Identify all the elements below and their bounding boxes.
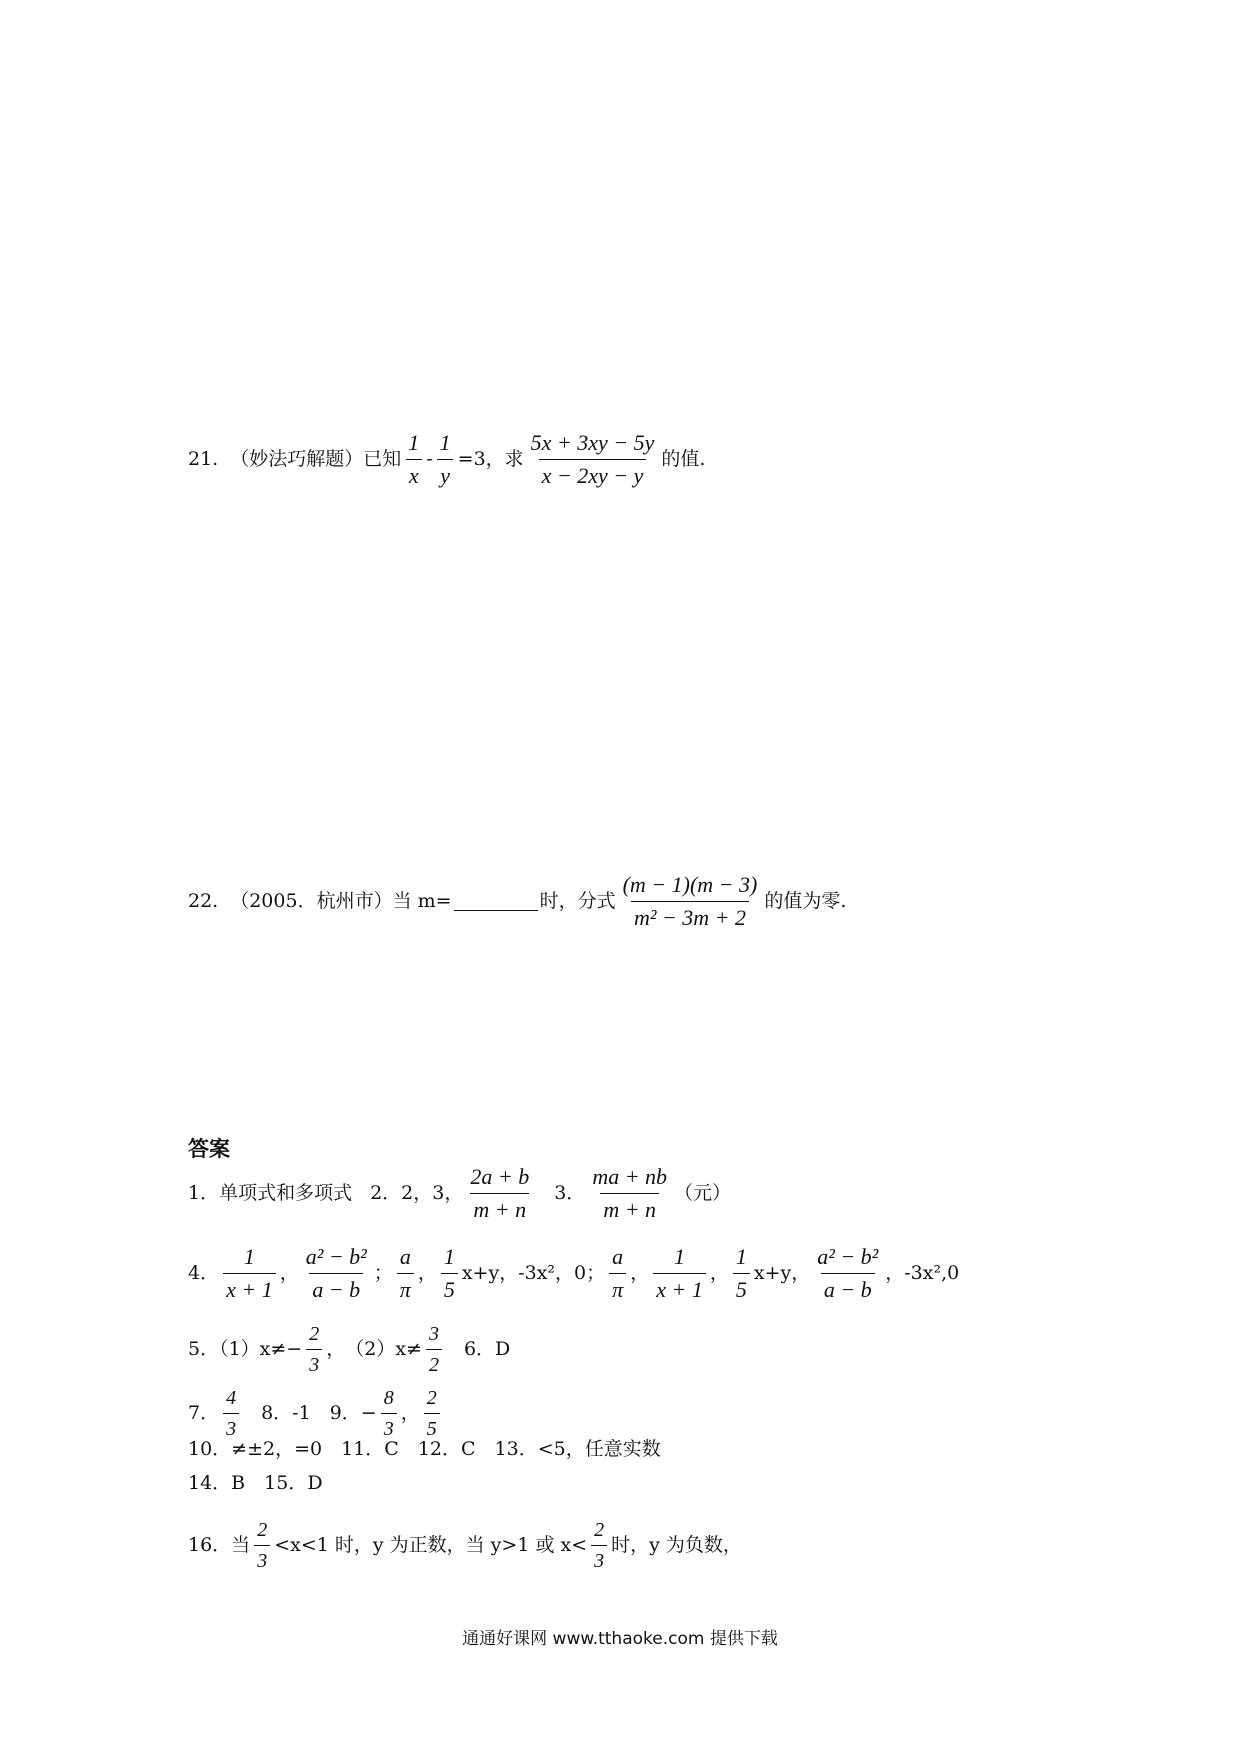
q21-equals: =3，求 <box>457 448 524 470</box>
a7-text2: 8．-1 9．− <box>261 1402 377 1424</box>
answer-7-9 <box>188 1388 444 1439</box>
a4-f7-num: 1 <box>735 1244 747 1269</box>
a4-f6-den: x + 1 <box>653 1273 706 1301</box>
a1-text2: 2．2，3， <box>370 1182 464 1204</box>
a7-f3-num: 2 <box>426 1387 437 1409</box>
a4-sep2: ； <box>373 1262 393 1284</box>
q21-tail: 的值. <box>661 448 706 470</box>
a4-f4-den: 5 <box>441 1273 458 1301</box>
a16-text1: 16．当 <box>188 1534 251 1556</box>
q21-fraction-1 <box>405 432 422 487</box>
a16-text2: <x<1 时，y 为正数，当 y>1 或 x< <box>274 1534 588 1556</box>
a5-fraction-2 <box>426 1324 442 1375</box>
a1-text3: 3． <box>554 1182 586 1204</box>
a5-f1-num: 2 <box>309 1323 320 1345</box>
a4-sep4: ， <box>630 1262 650 1284</box>
a4-f1-den: x + 1 <box>223 1273 276 1301</box>
q21-f1-den: x <box>406 459 422 487</box>
a4-f3-den: π <box>397 1273 414 1301</box>
a4-label: 4． <box>188 1262 220 1284</box>
a4-sep3: ， <box>417 1262 437 1284</box>
q22-fraction <box>620 874 761 929</box>
a4-f4-num: 1 <box>443 1244 455 1269</box>
a1-f1-den: m + n <box>470 1193 529 1221</box>
q21-f2-num: 1 <box>439 430 451 455</box>
question-21 <box>188 432 705 487</box>
a5-text3: 6．D <box>463 1338 511 1360</box>
a7-f1-den: 3 <box>223 1413 239 1439</box>
q22-answer-blank <box>454 892 538 911</box>
a16-f1-den: 3 <box>254 1545 270 1571</box>
answer-16 <box>188 1520 742 1571</box>
a4-f2-num: a² − b² <box>305 1244 367 1269</box>
a1-text4: （元） <box>674 1182 732 1204</box>
a5-text1: 5．（1）x≠− <box>188 1338 303 1360</box>
answer-14-15 <box>188 1474 323 1493</box>
q21-minus: - <box>426 448 433 470</box>
a7-f2-den: 3 <box>381 1413 397 1439</box>
a16-f2-den: 3 <box>591 1545 607 1571</box>
a4-f8-den: a − b <box>821 1273 875 1301</box>
a4-mid: x+y，-3x²，0； <box>461 1262 606 1284</box>
a4-sep1: ， <box>279 1262 299 1284</box>
a4-f2-den: a − b <box>309 1273 363 1301</box>
a4-f5-den: π <box>609 1273 626 1301</box>
a4-fraction-5 <box>609 1246 626 1301</box>
a5-f2-den: 2 <box>426 1349 442 1375</box>
q21-number: 21. <box>188 448 219 470</box>
q22-mid: 时，分式 <box>539 890 616 912</box>
q22-f-num: (m − 1)(m − 3) <box>622 872 758 897</box>
q22-tail: 的值为零. <box>764 890 847 912</box>
a4-f3-num: a <box>399 1244 411 1269</box>
a7-fraction-2 <box>381 1388 397 1439</box>
answer-4 <box>188 1246 959 1301</box>
a4-f1-num: 1 <box>243 1244 255 1269</box>
a4-f6-num: 1 <box>674 1244 686 1269</box>
q21-f2-den: y <box>437 459 453 487</box>
a16-fraction-1 <box>254 1520 270 1571</box>
a4-f5-num: a <box>612 1244 624 1269</box>
a1-text1: 1．单项式和多项式 <box>188 1182 353 1204</box>
a5-f2-num: 3 <box>428 1323 439 1345</box>
a7-f1-num: 4 <box>226 1387 237 1409</box>
a4-tail: ，-3x²,0 <box>885 1262 960 1284</box>
q21-fraction-2 <box>437 432 454 487</box>
q21-fraction-3 <box>528 432 658 487</box>
answer-5-6 <box>188 1324 510 1375</box>
q21-source: （妙法巧解题）已知 <box>230 448 402 470</box>
a16-text3: 时，y 为负数， <box>611 1534 742 1556</box>
q22-number: 22. <box>188 890 219 912</box>
a4-fraction-7 <box>733 1246 750 1301</box>
a1-f2-den: m + n <box>600 1193 659 1221</box>
a4-sep5: ， <box>709 1262 729 1284</box>
a10-text: 10．≠±2，=0 11．C 12．C 13．<5，任意实数 <box>188 1438 661 1460</box>
a7-fraction-3 <box>424 1388 440 1439</box>
a1-f1-num: 2a + b <box>470 1164 530 1189</box>
q22-f-den: m² − 3m + 2 <box>631 901 749 929</box>
a4-fraction-8 <box>814 1246 881 1301</box>
a16-fraction-2 <box>591 1520 607 1571</box>
a5-text2: ， （2）x≠ <box>326 1338 422 1360</box>
a1-fraction-1 <box>467 1166 532 1221</box>
a16-f1-num: 2 <box>257 1519 268 1541</box>
a4-fraction-2 <box>303 1246 370 1301</box>
q21-f3-den: x − 2xy − y <box>539 459 647 487</box>
a7-f2-num: 8 <box>383 1387 394 1409</box>
page-footer: 通通好课网 www.tthaoke.com 提供下载 <box>462 1629 778 1649</box>
q21-f1-num: 1 <box>408 430 420 455</box>
a14-text: 14．B 15．D <box>188 1472 323 1494</box>
a7-sep: ， <box>400 1402 420 1424</box>
answer-10-13 <box>188 1440 661 1459</box>
a1-fraction-2 <box>589 1166 670 1221</box>
a5-fraction-1 <box>306 1324 322 1375</box>
a16-f2-num: 2 <box>594 1519 605 1541</box>
a4-fraction-3 <box>397 1246 414 1301</box>
answers-heading: 答案 <box>188 1137 230 1161</box>
a7-f3-den: 5 <box>424 1413 440 1439</box>
a7-fraction-1 <box>223 1388 239 1439</box>
a4-fraction-1 <box>223 1246 276 1301</box>
q21-f3-num: 5x + 3xy − 5y <box>530 430 655 455</box>
a4-f7-den: 5 <box>733 1273 750 1301</box>
a4-fraction-6 <box>653 1246 706 1301</box>
a7-text1: 7． <box>188 1402 220 1424</box>
a4-fraction-4 <box>441 1246 458 1301</box>
a4-f8-num: a² − b² <box>817 1244 879 1269</box>
question-22 <box>188 874 846 929</box>
answer-1-3 <box>188 1166 731 1221</box>
a1-f2-num: ma + nb <box>592 1164 668 1189</box>
q22-source: （2005．杭州市）当 m= <box>230 890 452 912</box>
a5-f1-den: 3 <box>306 1349 322 1375</box>
a4-mid2: x+y， <box>753 1262 811 1284</box>
